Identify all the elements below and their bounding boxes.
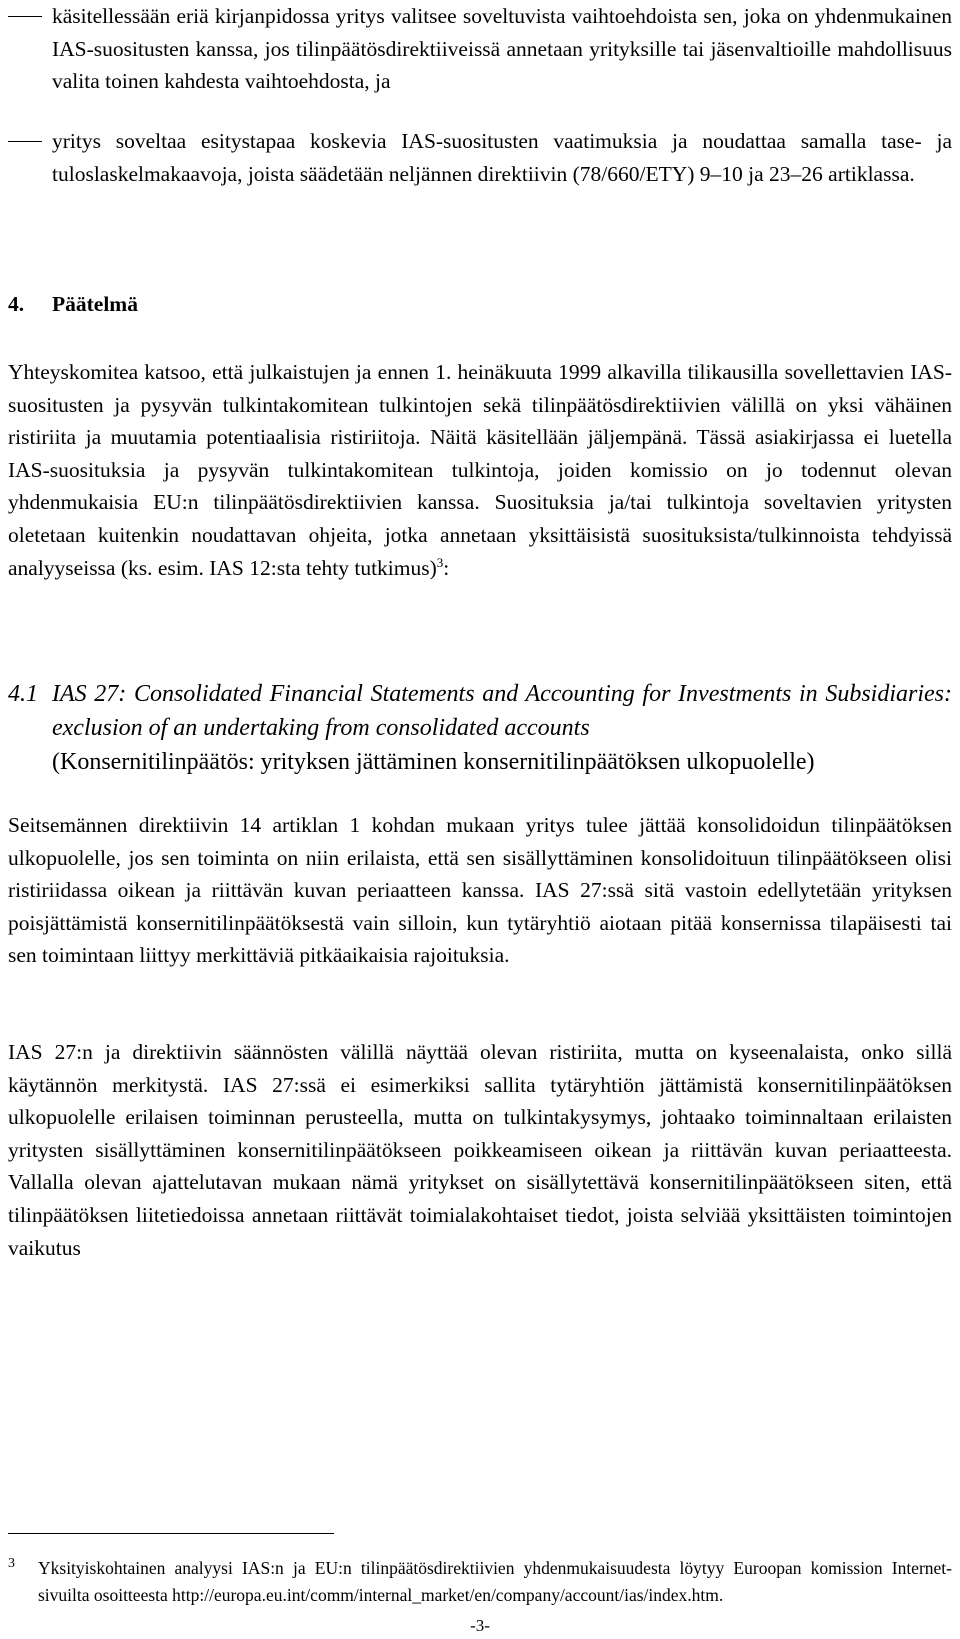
dash-marker (8, 16, 42, 17)
paragraph-text: IAS 27:n ja direktiivin säännösten välillä näyttää olevan ristiriita, mutta on kyseenalaista, onko sillä käytännön merkitystä. IAS 27:ssä ei esimerkiksi sallita tytäryhtiön jättämistä konsernitilinpäätöksen ulkopuolelle erilaisen toiminnan perusteella, mutta on tulkintakysymys, johtaako toiminnaltaan erilaisten yritysten sisällyttäminen konsernitilinpäätökseen poikkeamiseen oikean ja riittävän kuvan periaatteesta. Vallalla olevan ajattelutavan mukaan nämä yritykset on sisällytettävä konsernitilinpäätökseen siten, että tilinpäätöksen liitetiedoissa annetaan riittävät toimialakohtaiset tiedot, joista selviää yksittäisten toimintojen vaikutus (8, 1040, 952, 1260)
body-paragraph (8, 809, 952, 972)
subsection-title: IAS 27: Consolidated Financial Statements and Accounting for Investments in Subsidiaries: exclusion of an undertaking from consolidated accounts (52, 681, 952, 741)
paragraph-text: Seitsemännen direktiivin 14 artiklan 1 kohdan mukaan yritys tulee jättää konsolidoidun tilinpäätöksen ulkopuolelle, jos sen toiminta on niin erilaista, että sen sisällyttäminen konsolidoituun tilinpäätökseen olisi ristiriidassa oikean ja riittävän kuvan periaatteen kanssa. IAS 27:ssä sitä vastoin edellytetään yrityksen poisjättämistä konsernitilinpäätöksestä vain silloin, kun tytäryhtiö aiotaan pitää konsernissa tilapäisesti tai sen toimintaan liittyy merkittäviä pitkäaikaisia rajoituksia. (8, 813, 952, 968)
dash-item-text: käsitellessään eriä kirjanpidossa yritys valitsee soveltuvista vaihtoehdoista sen, joka on yhdenmukainen IAS-suositusten kanssa, jos tilinpäätösdirektiiveissä annetaan yrityksille tai jäsenvaltioille mahdollisuus valita toinen kahdesta vaihtoehdosta, ja (52, 4, 952, 94)
footnote (8, 1555, 952, 1608)
dash-list-item (8, 0, 952, 98)
footnote-mark: 3 (8, 1556, 15, 1571)
footnote-text: Yksityiskohtainen analyysi IAS:n ja EU:n tilinpäätösdirektiivien yhdenmukaisuudesta löytyy Euroopan komission Internet-sivuilta osoitteesta http://europa.eu.int/comm/internal_market/en/company/account/ias/index.htm. (38, 1558, 952, 1605)
paragraph-end: : (443, 555, 450, 580)
section-heading (8, 292, 138, 317)
paragraph-text: Yhteyskomitea katsoo, että julkaistujen ja ennen 1. heinäkuuta 1999 alkavilla tilikausilla sovellettavien IAS-suositusten ja pysyvän tulkintakomitean tulkintojen sekä tilinpäätösdirektiivien välillä on yksi vähäinen ristiriita ja muutamia potentiaalisia ristiriitoja. Näitä käsitellään jäljempänä. Tässä asiakirjassa ei luetella IAS-suosituksia ja pysyvän tulkintakomitean tulkintoja, joiden komissio on jo todennut olevan yhdenmukaisia EU:n tilinpäätösdirektiivien kanssa. Suosituksia ja/tai tulkintoja soveltavien yritysten oletetaan kuitenkin noudattavan ohjeita, jotka annetaan yksittäisistä suosituksista/tulkinnoista tehdyissä analyyseissa (ks. esim. IAS 12:sta tehty tutkimus) (8, 360, 952, 580)
page-number: -3- (470, 1616, 490, 1635)
footnote-reference[interactable]: 3 (436, 554, 444, 570)
dash-marker (8, 141, 42, 142)
subsection-title-translation: (Konsernitilinpäätös: yrityksen jättäminen konsernitilinpäätöksen ulkopuolelle) (52, 749, 815, 775)
dash-list-item (8, 125, 952, 190)
section-title: Päätelmä (52, 292, 138, 316)
body-paragraph (8, 1036, 952, 1264)
subsection-heading (8, 677, 952, 779)
dash-item-text: yritys soveltaa esitystapaa koskevia IAS-suositusten vaatimuksia ja noudattaa samalla tase- ja tuloslaskelmakaavoja, joista säädetään neljännen direktiivin (78/660/ETY) 9–10 ja 23–26 artiklassa. (52, 129, 952, 186)
subsection-number: 4.1 (8, 681, 38, 707)
section-number: 4. (8, 292, 25, 316)
body-paragraph (8, 356, 952, 584)
footnote-separator (8, 1533, 334, 1534)
